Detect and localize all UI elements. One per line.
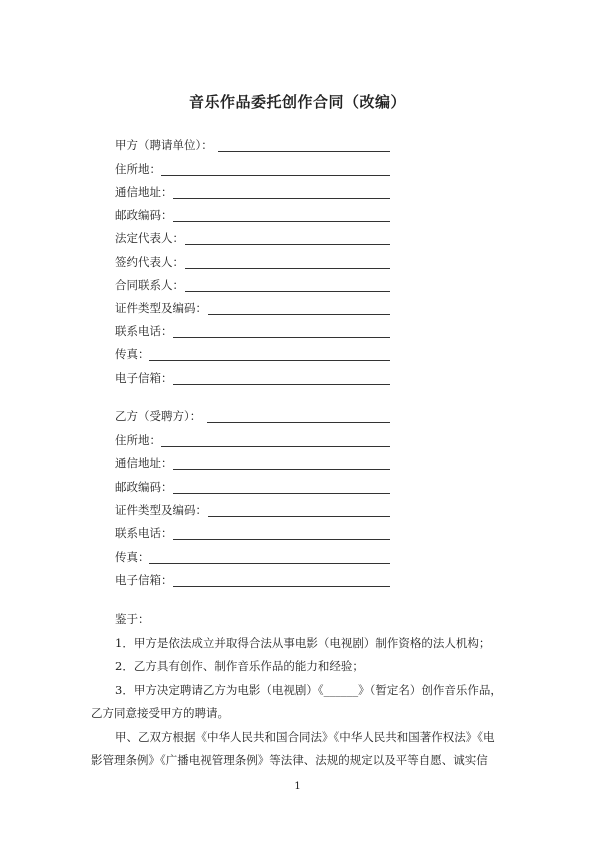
- party-a-fax-field: [115, 346, 390, 362]
- field-label: 联系电话：: [115, 324, 173, 338]
- recital-item-3-line-1: 3．甲方决定聘请乙方为电影（电视剧）《______》（暂定名）创作音乐作品，: [115, 683, 502, 697]
- contract-title: 音乐作品委托创作合同（改编）: [188, 93, 406, 111]
- field-label: 传真：: [115, 550, 150, 564]
- fill-in-line: [185, 268, 390, 269]
- party-b-address-field: [115, 455, 390, 471]
- body-paragraph-line-1: 甲、乙双方根据《中华人民共和国合同法》《中华人民共和国著作权法》《电: [115, 730, 495, 744]
- field-label: 通信地址：: [115, 185, 173, 199]
- field-label: 邮政编码：: [115, 480, 173, 494]
- party-b-domicile-field: [115, 432, 390, 448]
- field-label: 住所地：: [115, 162, 161, 176]
- recital-item-1: 1．甲方是依法成立并取得合法从事电影（电视剧）制作资格的法人机构；: [115, 636, 491, 650]
- fill-in-line: [173, 469, 390, 470]
- party-a-contact-person-field: [115, 277, 390, 293]
- field-label: 电子信箱：: [115, 371, 173, 385]
- fill-in-line: [208, 314, 390, 315]
- fill-in-line: [149, 360, 390, 361]
- fill-in-line: [173, 198, 390, 199]
- party-a-id-field: [115, 300, 390, 316]
- fill-in-line: [173, 384, 390, 385]
- recital-item-3-line-2: 乙方同意接受甲方的聘请。: [91, 706, 229, 720]
- party-a-email-field: [115, 370, 390, 386]
- field-label: 邮政编码：: [115, 208, 173, 222]
- fill-in-line: [208, 516, 390, 517]
- party-b-postcode-field: [115, 479, 390, 495]
- field-label: 传真：: [115, 347, 150, 361]
- field-label: 乙方（受聘方）：: [115, 409, 202, 423]
- party-b-email-field: [115, 572, 390, 588]
- field-label: 法定代表人：: [115, 231, 184, 245]
- party-a-legal-rep-field: [115, 230, 390, 246]
- party-a-domicile-field: [115, 161, 390, 177]
- party-a-name-field: [115, 137, 390, 153]
- field-label: 签约代表人：: [115, 255, 184, 269]
- recitals-heading: 鉴于：: [115, 612, 150, 626]
- page-number: 1: [294, 781, 301, 792]
- fill-in-line: [173, 539, 390, 540]
- fill-in-line: [149, 563, 390, 564]
- field-label: 联系电话：: [115, 526, 173, 540]
- recital-item-2: 2．乙方具有创作、制作音乐作品的能力和经验；: [115, 659, 364, 673]
- fill-in-line: [173, 493, 390, 494]
- fill-in-line: [161, 446, 390, 447]
- fill-in-line: [185, 291, 390, 292]
- fill-in-line: [173, 337, 390, 338]
- fill-in-line: [218, 151, 390, 152]
- fill-in-line: [161, 175, 390, 176]
- field-label: 证件类型及编码：: [115, 503, 207, 517]
- party-a-signing-rep-field: [115, 254, 390, 270]
- field-label: 证件类型及编码：: [115, 301, 207, 315]
- party-a-postcode-field: [115, 207, 390, 223]
- fill-in-line: [185, 244, 390, 245]
- party-a-address-field: [115, 184, 390, 200]
- field-label: 电子信箱：: [115, 573, 173, 587]
- field-label: 通信地址：: [115, 456, 173, 470]
- field-label: 住所地：: [115, 433, 161, 447]
- field-label: 甲方（聘请单位）：: [115, 138, 213, 152]
- party-b-name-field: [115, 408, 390, 424]
- party-b-id-field: [115, 502, 390, 518]
- party-a-phone-field: [115, 323, 390, 339]
- fill-in-line: [173, 586, 390, 587]
- fill-in-line: [173, 221, 390, 222]
- fill-in-line: [207, 422, 390, 423]
- party-b-phone-field: [115, 525, 390, 541]
- party-b-fax-field: [115, 549, 390, 565]
- field-label: 合同联系人：: [115, 278, 184, 292]
- body-paragraph-line-2: 影管理条例》《广播电视管理条例》等法律、法规的规定以及平等自愿、诚实信: [91, 753, 488, 767]
